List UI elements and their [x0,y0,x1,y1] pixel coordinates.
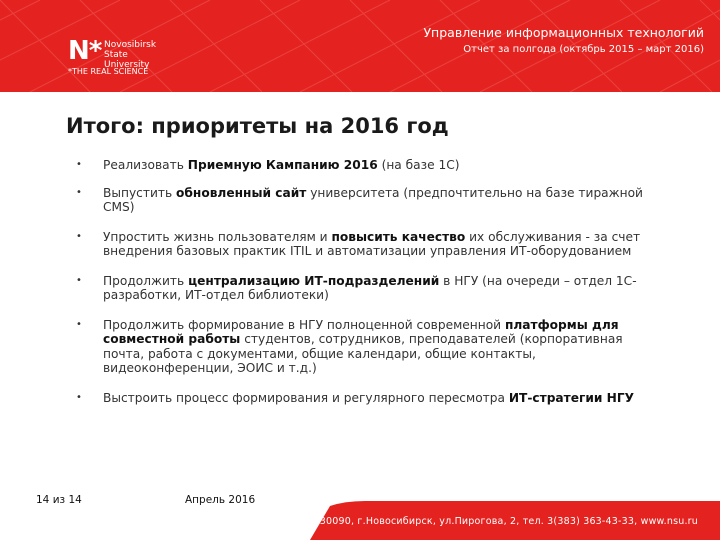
priorities-list [76,158,666,405]
bullet-emphasis: Приемную Кампанию 2016 [187,158,378,172]
logo-slogan: *THE REAL SCIENCE [68,67,149,76]
bullet-text: студентов, сотрудников, преподавателей (корпоративная почта, работа с документами, общие календари, общие контакты, видеоконференции, ЭОИС и т.д.) [103,332,623,375]
bullet-emphasis: обновленный сайт [176,185,307,200]
footer-bar [0,498,720,540]
header-subtitle: Отчет за полгода (октябрь 2015 – март 2016) [463,44,704,55]
bullet-emphasis: повысить качество [331,229,466,244]
bullet-emphasis: централизацию ИТ-подразделений [188,273,440,288]
bullet-text: в НГУ (на очереди – отдел 1С-разработки, ИТ-отдел библиотеки) [103,273,637,302]
logo-name-line: University [104,60,150,70]
bullet-text: Продолжить [103,273,189,288]
logo-name-line: Novosibirsk [104,40,157,50]
bullet-dot: • [76,230,82,242]
header-banner [0,0,720,92]
bullet-text: университета (предпочтительно на базе тиражной CMS) [103,185,643,214]
list-item [76,318,666,376]
page-number: 14 из 14 [36,494,82,506]
list-item [76,274,666,303]
footer-address: 630090, г.Новосибирск, ул.Пирогова, 2, тел. 3(383) 363-43-33, www.nsu.ru [313,516,698,527]
bullet-dot: • [76,186,82,198]
logo-university-name [104,40,174,70]
bullet-emphasis: платформы для совместной работы [103,317,619,346]
bullet-dot: • [76,391,82,403]
list-item [76,230,666,259]
logo-name-line: State [104,50,128,60]
slide-date: Апрель 2016 [185,494,256,506]
bullet-dot: • [76,159,82,170]
bullet-text: Продолжить формирование в НГУ полноценной современной [103,317,505,332]
logo-mark: N* [68,36,102,66]
list-item [76,158,666,173]
bullet-text: их обслуживания - за счет внедрения базовых практик ITIL и автоматизации управления ИТ-оборудованием [103,229,641,258]
bullet-text: Выпустить [103,185,177,200]
bullet-text: Реализовать [103,158,188,172]
bullet-dot: • [76,274,82,286]
header-title: Управление информационных технологий [423,25,704,40]
bullet-text: (на базе 1С) [377,158,460,172]
bullet-dot: • [76,318,82,330]
bullet-text: Упростить жизнь пользователям и [103,229,332,244]
list-item [76,186,666,215]
bullet-emphasis: ИТ-стратегии НГУ [508,390,635,405]
bullet-text: Выстроить процесс формирования и регулярного пересмотра [103,390,509,405]
slide-title: Итого: приоритеты на 2016 год [66,114,449,138]
list-item [76,391,666,406]
